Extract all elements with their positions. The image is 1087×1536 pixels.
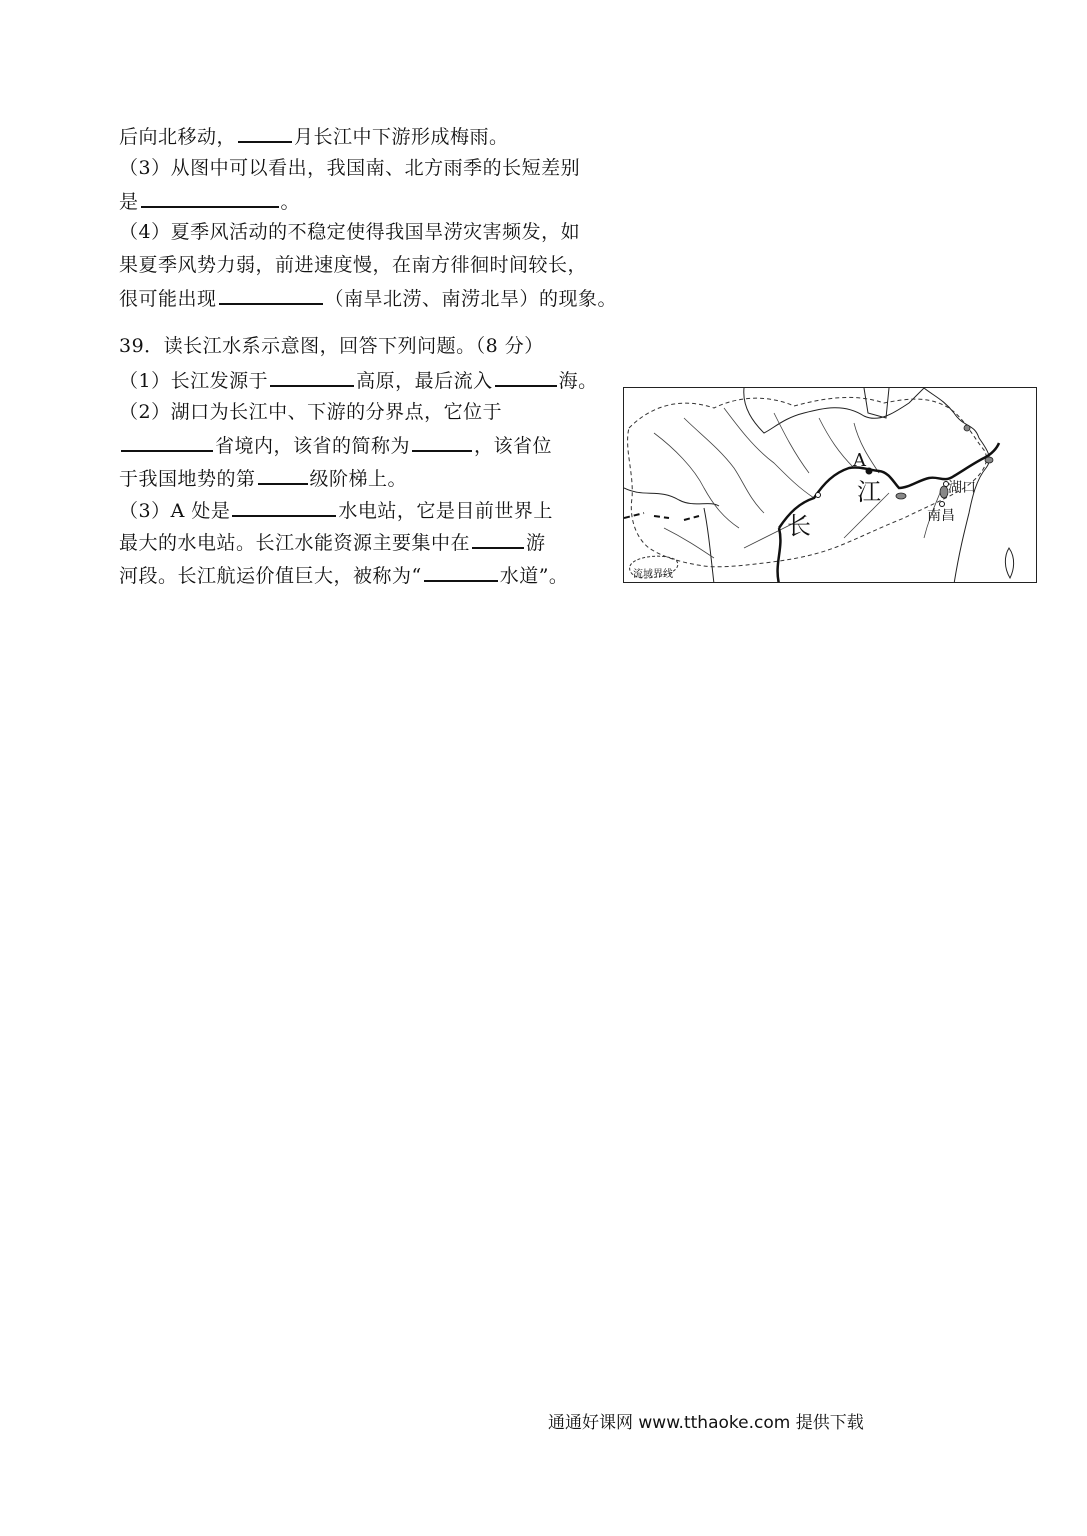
question-line bbox=[119, 252, 587, 278]
answer-blank[interactable] bbox=[412, 431, 472, 452]
question-line bbox=[119, 366, 598, 394]
answer-blank[interactable] bbox=[495, 366, 557, 387]
answer-blank[interactable] bbox=[424, 561, 498, 582]
question-line bbox=[119, 187, 300, 215]
text: （3）从图中可以看出，我国南、北方雨季的长短差别 bbox=[119, 157, 581, 179]
text: （3）A 处是 bbox=[119, 500, 231, 522]
text: 高原，最后流入 bbox=[356, 370, 493, 392]
text: （2）湖口为长江中、下游的分界点，它位于 bbox=[119, 401, 503, 423]
question-line bbox=[119, 219, 580, 245]
yangtze-river-map bbox=[623, 387, 1037, 583]
answer-blank[interactable] bbox=[219, 284, 323, 305]
text: 水电站，它是目前世界上 bbox=[338, 500, 553, 522]
text: （4）夏季风活动的不稳定使得我国旱涝灾害频发，如 bbox=[119, 221, 581, 243]
question-line bbox=[119, 528, 546, 556]
text: 最大的水电站。长江水能资源主要集中在 bbox=[119, 532, 471, 554]
answer-blank[interactable] bbox=[258, 464, 308, 485]
label-a: A bbox=[853, 450, 866, 471]
text: 很可能出现 bbox=[119, 288, 217, 310]
label-nanchang: 南昌 bbox=[927, 508, 955, 524]
answer-blank[interactable] bbox=[141, 187, 279, 208]
text: 于我国地势的第 bbox=[119, 468, 256, 490]
text: 海。 bbox=[558, 370, 598, 392]
text: 39．读长江水系示意图，回答下列问题。（8 分） bbox=[119, 335, 544, 357]
question-line bbox=[119, 561, 568, 589]
text: 月长江中下游形成梅雨。 bbox=[294, 126, 509, 148]
text: 。 bbox=[280, 191, 301, 213]
question-line bbox=[119, 399, 502, 425]
text: （南旱北涝、南涝北旱）的现象。 bbox=[324, 288, 618, 310]
question-line bbox=[119, 122, 509, 150]
label-hukou: 湖口 bbox=[948, 480, 976, 496]
answer-blank[interactable] bbox=[472, 528, 524, 549]
text: 是 bbox=[119, 191, 139, 213]
label-jiang: 江 bbox=[857, 478, 881, 506]
text: （1）长江发源于 bbox=[119, 370, 269, 392]
text: 果夏季风势力弱，前进速度慢，在南方徘徊时间较长， bbox=[119, 254, 588, 276]
footer-credit: 通通好课网 www.tthaoke.com 提供下载 bbox=[548, 1413, 864, 1433]
answer-blank[interactable] bbox=[121, 431, 213, 452]
question-title bbox=[119, 333, 544, 359]
question-line bbox=[119, 284, 617, 312]
answer-blank[interactable] bbox=[238, 122, 292, 143]
legend-watershed: 流域界线 bbox=[633, 569, 673, 580]
answer-blank[interactable] bbox=[270, 366, 354, 387]
text: 级阶梯上。 bbox=[309, 468, 408, 490]
label-chang: 长 bbox=[787, 512, 811, 540]
question-line bbox=[119, 155, 580, 181]
text: 省境内，该省的简称为 bbox=[215, 435, 411, 457]
text: 后向北移动， bbox=[119, 126, 237, 148]
text: 水道”。 bbox=[499, 565, 569, 587]
text: 游 bbox=[526, 532, 546, 554]
text: 河段。长江航运价值巨大，被称为“ bbox=[119, 565, 422, 587]
text: ，该省位 bbox=[474, 435, 553, 457]
answer-blank[interactable] bbox=[232, 496, 336, 517]
question-line bbox=[119, 431, 552, 459]
question-line bbox=[119, 496, 553, 524]
question-line bbox=[119, 464, 407, 492]
